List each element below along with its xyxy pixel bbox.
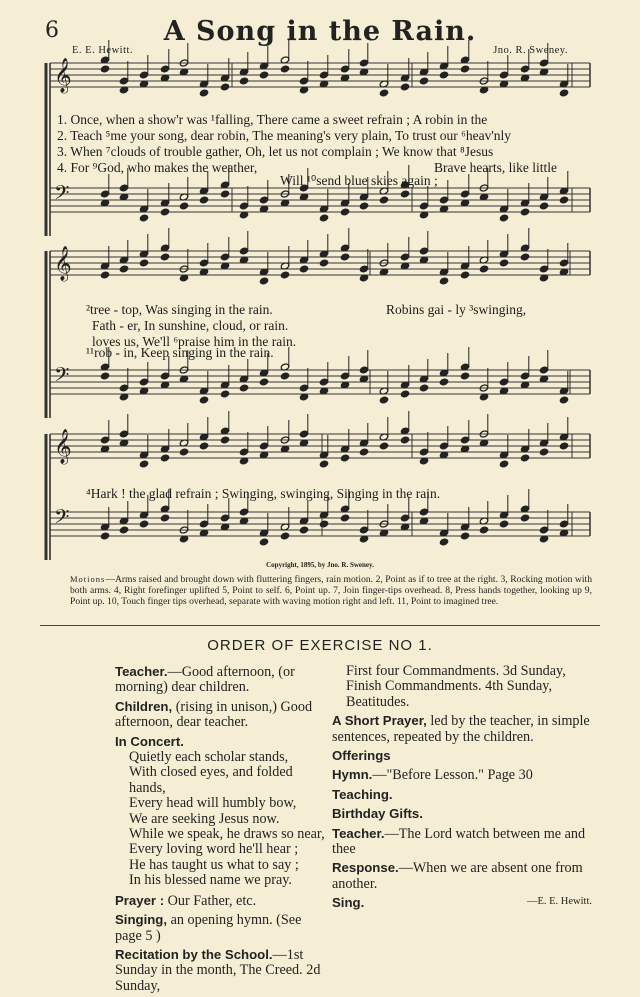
note-head	[259, 378, 268, 386]
note-head	[559, 196, 568, 204]
note-head	[520, 208, 529, 216]
children-label: Children,	[115, 698, 173, 714]
note-head	[319, 460, 328, 468]
concert-label: In Concert.	[115, 733, 184, 749]
note-head	[160, 253, 169, 261]
teacher-text: —The Lord watch between me and thee	[332, 825, 586, 858]
note-head	[479, 265, 488, 273]
treble-clef: 𝄞	[54, 246, 72, 281]
note-head	[100, 271, 109, 279]
verse-2-line: 2. Teach ⁵me your song, dear robin, The meaning's very plain, To trust our ⁶heav'nly	[57, 128, 512, 143]
offerings-label: Offerings	[332, 748, 391, 764]
singing-text: an opening hymn. (See page 5 )	[115, 912, 302, 944]
note-head	[359, 448, 368, 456]
order-left-column	[115, 664, 328, 997]
birthday-gifts-label: Birthday Gifts.	[332, 806, 423, 822]
teaching-label: Teaching.	[332, 786, 393, 802]
note-head	[559, 89, 568, 97]
motions-label: Motions	[70, 574, 106, 584]
note-head	[499, 460, 508, 468]
note-head	[400, 390, 409, 398]
singing-label: Singing,	[115, 912, 168, 928]
hymn-label: Hymn.	[332, 767, 373, 783]
chorus-line: Robins gai - ly ³swinging,	[386, 302, 527, 317]
note-head	[239, 384, 248, 392]
note-head	[100, 372, 109, 380]
note-head	[280, 372, 289, 380]
note-head	[499, 259, 508, 267]
note-head	[319, 520, 328, 528]
poem-line: In his blessed name we pray.	[129, 872, 292, 889]
children-text: (rising in unison,) Good afternoon, dear teacher.	[115, 698, 313, 731]
page-number: 6	[45, 18, 59, 43]
note-head	[220, 190, 229, 198]
treble-clef: 𝄞	[54, 58, 72, 93]
note-head	[299, 526, 308, 534]
note-head	[119, 265, 128, 273]
note-head	[239, 77, 248, 85]
poem-line: Every loving word he'll hear ;	[129, 841, 299, 858]
poem-line: He has taught us what to say ;	[129, 856, 299, 873]
prayer-label: Prayer :	[115, 892, 165, 908]
note-head	[139, 520, 148, 528]
note-head	[319, 214, 328, 222]
verse-4-line-end: Brave hearts, like little	[434, 160, 557, 175]
note-head	[160, 514, 169, 522]
note-head	[179, 202, 188, 210]
lyricist-credit: E. E. Hewitt.	[72, 45, 134, 56]
note-head	[280, 532, 289, 540]
note-head	[460, 532, 469, 540]
note-head	[460, 65, 469, 73]
response-label: Response.	[332, 860, 399, 876]
note-head	[179, 448, 188, 456]
note-head	[199, 196, 208, 204]
note-head	[220, 436, 229, 444]
verse-1-line: 1. Once, when a show'r was ¹falling, There came a sweet refrain ; A robin in the	[57, 112, 488, 127]
poem-line: We are seeking Jesus now.	[129, 810, 280, 827]
chorus-line: ⁴Hark ! the glad refrain ; Swinging, swinging, Singing in the rain.	[86, 486, 441, 501]
short-prayer-text: led by the teacher, in simple sentences, repeated by the children.	[332, 713, 590, 745]
note-head	[340, 514, 349, 522]
teacher-text: —Good afternoon, (or morning) dear children.	[115, 664, 295, 696]
note-head	[499, 214, 508, 222]
composer-credit: Jno. R. Sweney.	[493, 45, 568, 56]
copyright-notice: Copyright, 1895, by Jno. R. Sweney.	[266, 561, 374, 569]
note-head	[139, 214, 148, 222]
poem-line: Every head will humbly bow,	[129, 795, 297, 812]
hymn-text: —"Before Lesson." Page 30	[372, 767, 533, 784]
note-head	[199, 396, 208, 404]
note-head	[460, 372, 469, 380]
note-head	[220, 83, 229, 91]
note-head	[400, 83, 409, 91]
note-head	[160, 454, 169, 462]
note-head	[539, 202, 548, 210]
note-head	[259, 277, 268, 285]
motions-note	[70, 574, 592, 607]
note-head	[100, 532, 109, 540]
note-head	[559, 396, 568, 404]
sing-label: Sing.	[332, 895, 365, 911]
note-head	[359, 202, 368, 210]
concert-poem	[115, 750, 328, 889]
note-head	[520, 454, 529, 462]
note-head	[319, 259, 328, 267]
verse-3-line: loves us, We'll ⁶praise him in the rain.	[92, 334, 297, 349]
note-head	[419, 384, 428, 392]
note-head	[439, 378, 448, 386]
note-head	[439, 277, 448, 285]
verse-3-line: 3. When ⁷clouds of trouble gather, Oh, let us not complain ; We know that ⁸Jesus	[57, 144, 494, 159]
note-head	[460, 271, 469, 279]
response-text: —When we are absent one from another.	[332, 860, 583, 892]
note-head	[340, 208, 349, 216]
note-head	[139, 259, 148, 267]
recitation-label: Recitation by the School.	[115, 946, 273, 962]
note-head	[379, 89, 388, 97]
note-head	[340, 454, 349, 462]
note-head	[280, 65, 289, 73]
bass-clef: 𝄢	[54, 363, 70, 391]
motions-text: —Arms raised and brought down with fluttering fingers, rain motion. 2, Point as if to tree at the right. 3, Rocking motion with both arms. 4, Right forefinger uplifted 5, Point to self. 6, Point up. 7, Join finger-tips overhead. 8, Press hands together, looking up 9, Point up. 10, Touch finger tips overhead, separate with waving motion right and left. 11, Point to imagined tree.	[70, 574, 592, 607]
song-title: A Song in the Rain.	[163, 16, 477, 47]
note-head	[539, 448, 548, 456]
bass-clef: 𝄢	[54, 181, 70, 209]
note-head	[520, 253, 529, 261]
note-head	[379, 196, 388, 204]
verse-4-line: 4. For ⁹God, who makes the weather,	[57, 160, 258, 175]
note-head	[139, 460, 148, 468]
teacher-label: Teacher.	[332, 825, 385, 841]
section-heading: ORDER OF EXERCISE NO 1.	[207, 637, 433, 654]
note-head	[119, 526, 128, 534]
note-head	[439, 538, 448, 546]
verse-1-line: ²tree - top, Was singing in the rain.	[86, 302, 273, 317]
note-head	[259, 538, 268, 546]
verse-4-line-cont: Will ¹⁰send blue skies again ;	[280, 173, 438, 188]
poem-line: While we speak, he draws so near,	[129, 826, 325, 843]
note-head	[400, 190, 409, 198]
note-head	[340, 253, 349, 261]
note-head	[100, 65, 109, 73]
recitation-continued: First four Commandments. 3d Sunday, Finish Commandments. 4th Sunday, Beatitudes.	[346, 663, 566, 710]
note-head	[160, 208, 169, 216]
note-head	[199, 89, 208, 97]
order-right-column	[332, 664, 592, 915]
note-head	[220, 390, 229, 398]
note-head	[439, 71, 448, 79]
recitation-text: —1st Sunday in the month, The Creed. 2d Sunday,	[115, 946, 321, 994]
note-head	[299, 265, 308, 273]
poem-line: Quietly each scholar stands,	[129, 749, 289, 766]
note-head	[379, 396, 388, 404]
note-head	[559, 442, 568, 450]
divider	[40, 625, 600, 626]
note-head	[499, 520, 508, 528]
poem-line: With closed eyes, and folded hands,	[129, 764, 293, 796]
note-head	[520, 514, 529, 522]
treble-clef: 𝄞	[54, 429, 72, 464]
note-head	[280, 271, 289, 279]
note-head	[379, 442, 388, 450]
prayer-text: Our Father, etc.	[167, 892, 257, 909]
verse-2-line: Fath - er, In sunshine, cloud, or rain.	[92, 318, 289, 333]
short-prayer-label: A Short Prayer,	[332, 713, 427, 729]
note-head	[479, 526, 488, 534]
note-head	[400, 436, 409, 444]
note-head	[419, 77, 428, 85]
teacher-label: Teacher.	[115, 664, 168, 679]
note-head	[199, 442, 208, 450]
note-head	[259, 71, 268, 79]
bass-clef: 𝄢	[54, 505, 70, 533]
verse-4-line: ¹¹rob - in, Keep singing in the rain.	[86, 345, 274, 360]
signature: —E. E. Hewitt.	[526, 896, 592, 907]
